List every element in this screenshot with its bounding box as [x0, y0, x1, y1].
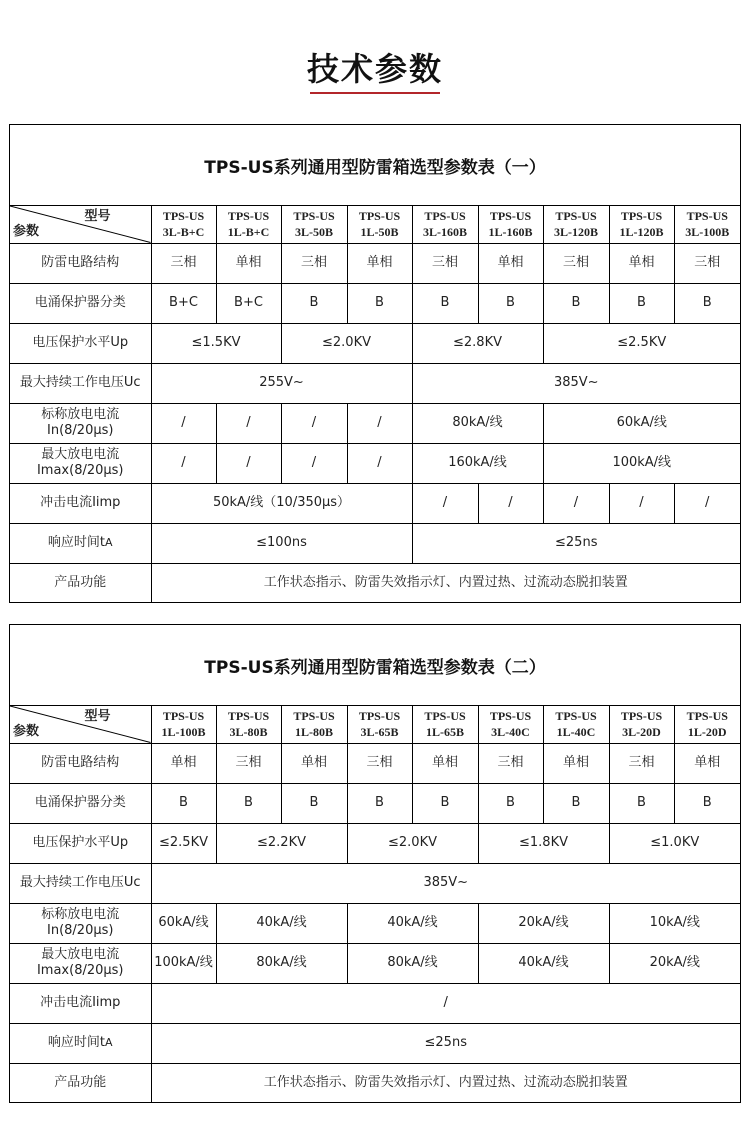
value-cell: B — [478, 283, 543, 323]
value-cell: B+C — [216, 283, 281, 323]
param-label: 防雷电路结构 — [10, 743, 151, 783]
param-label: 产品功能 — [10, 1063, 151, 1102]
value-cell: ≤1.5KV — [151, 323, 281, 363]
model-cell: TPS-US 1L-65B — [412, 706, 478, 743]
model-cell: TPS-US 3L-80B — [216, 706, 281, 743]
model-cell: TPS-US 3L-50B — [281, 206, 347, 243]
value-cell: 40kA/线 — [478, 943, 609, 983]
value-cell: 20kA/线 — [478, 903, 609, 943]
category-row — [10, 783, 740, 823]
value-cell: 单相 — [216, 243, 281, 283]
param-label: 冲击电流Iimp — [10, 483, 151, 523]
value-cell: 80kA/线 — [347, 943, 478, 983]
value-cell: ≤2.2KV — [216, 823, 347, 863]
value-cell: ≤25ns — [151, 1023, 740, 1063]
value-cell: 单相 — [412, 743, 478, 783]
model-cell: TPS-US 1L-100B — [151, 706, 216, 743]
value-cell: B — [543, 783, 609, 823]
value-cell: ≤2.8KV — [412, 323, 543, 363]
value-cell: B — [412, 783, 478, 823]
value-cell: / — [347, 443, 412, 483]
in-row — [10, 403, 740, 443]
value-cell: 20kA/线 — [609, 943, 740, 983]
value-cell: ≤100ns — [151, 523, 412, 563]
param-label: 响应时间tA — [10, 523, 151, 563]
value-cell: 160kA/线 — [412, 443, 543, 483]
model-cell: TPS-US 3L-20D — [609, 706, 674, 743]
value-cell: B — [347, 283, 412, 323]
value-cell: / — [151, 403, 216, 443]
value-cell: / — [281, 443, 347, 483]
value-cell: ≤2.0KV — [347, 823, 478, 863]
value-cell: B — [609, 283, 674, 323]
spec-table-1 — [9, 124, 741, 603]
value-cell: 工作状态指示、防雷失效指示灯、内置过热、过流动态脱扣装置 — [151, 1063, 740, 1102]
value-cell: / — [347, 403, 412, 443]
value-cell: / — [151, 983, 740, 1023]
value-cell: 100kA/线 — [151, 943, 216, 983]
in-row — [10, 903, 740, 943]
param-label: 最大持续工作电压Uc — [10, 363, 151, 403]
value-cell: 385V~ — [151, 863, 740, 903]
model-cell: TPS-US 3L-65B — [347, 706, 412, 743]
value-cell: 单相 — [478, 243, 543, 283]
header-diagonal-cell — [10, 206, 151, 243]
value-cell: B — [347, 783, 412, 823]
param-label: 标称放电电流 In(8/20μs) — [10, 903, 151, 943]
value-cell: 三相 — [347, 743, 412, 783]
param-label: 最大持续工作电压Uc — [10, 863, 151, 903]
up-row — [10, 323, 740, 363]
model-cell: TPS-US 1L-40C — [543, 706, 609, 743]
value-cell: ≤2.0KV — [281, 323, 412, 363]
model-cell: TPS-US 1L-20D — [674, 706, 740, 743]
value-cell: ≤1.8KV — [478, 823, 609, 863]
table-1-title: TPS-US系列通用型防雷箱选型参数表（一） — [10, 125, 740, 206]
value-cell: 50kA/线（10/350μs） — [151, 483, 412, 523]
value-cell: / — [216, 443, 281, 483]
value-cell: 工作状态指示、防雷失效指示灯、内置过热、过流动态脱扣装置 — [151, 563, 740, 602]
value-cell: 255V~ — [151, 363, 412, 403]
value-cell: / — [674, 483, 740, 523]
value-cell: / — [216, 403, 281, 443]
param-label: 电涌保护器分类 — [10, 283, 151, 323]
value-cell: B — [281, 783, 347, 823]
structure-row — [10, 743, 740, 783]
value-cell: 三相 — [543, 243, 609, 283]
value-cell: ≤25ns — [412, 523, 740, 563]
param-label: 产品功能 — [10, 563, 151, 602]
value-cell: 100kA/线 — [543, 443, 740, 483]
value-cell: 单相 — [347, 243, 412, 283]
value-cell: 三相 — [281, 243, 347, 283]
model-cell: TPS-US 3L-160B — [412, 206, 478, 243]
value-cell: 单相 — [543, 743, 609, 783]
value-cell: 三相 — [609, 743, 674, 783]
model-cell: TPS-US 1L-50B — [347, 206, 412, 243]
param-label: 冲击电流Iimp — [10, 983, 151, 1023]
imax-row — [10, 943, 740, 983]
value-cell: 10kA/线 — [609, 903, 740, 943]
value-cell: 三相 — [478, 743, 543, 783]
value-cell: 单相 — [674, 743, 740, 783]
model-cell: TPS-US 3L-40C — [478, 706, 543, 743]
table-2-grid — [10, 706, 740, 1102]
param-label: 电压保护水平Up — [10, 323, 151, 363]
value-cell: B — [216, 783, 281, 823]
value-cell: B — [543, 283, 609, 323]
value-cell: B+C — [151, 283, 216, 323]
value-cell: / — [151, 443, 216, 483]
value-cell: B — [674, 283, 740, 323]
param-label: 电涌保护器分类 — [10, 783, 151, 823]
model-row — [10, 206, 740, 243]
value-cell: 60kA/线 — [151, 903, 216, 943]
imax-row — [10, 443, 740, 483]
value-cell: B — [412, 283, 478, 323]
value-cell: 385V~ — [412, 363, 740, 403]
ta-row — [10, 523, 740, 563]
value-cell: B — [478, 783, 543, 823]
param-label: 标称放电电流 In(8/20μs) — [10, 403, 151, 443]
param-label: 响应时间tA — [10, 1023, 151, 1063]
header-param-label: 参数 — [13, 223, 40, 239]
value-cell: / — [281, 403, 347, 443]
header-param-label: 参数 — [13, 723, 40, 739]
value-cell: B — [281, 283, 347, 323]
model-cell: TPS-US 1L-160B — [478, 206, 543, 243]
header-model-label: 型号 — [84, 209, 111, 224]
value-cell: 80kA/线 — [412, 403, 543, 443]
param-label: 最大放电电流 Imax(8/20μs) — [10, 443, 151, 483]
value-cell: 三相 — [216, 743, 281, 783]
param-label: 电压保护水平Up — [10, 823, 151, 863]
table-1-grid — [10, 206, 740, 602]
model-cell: TPS-US 1L-B+C — [216, 206, 281, 243]
value-cell: / — [609, 483, 674, 523]
param-label: 防雷电路结构 — [10, 243, 151, 283]
up-row — [10, 823, 740, 863]
value-cell: 40kA/线 — [216, 903, 347, 943]
function-row — [10, 1063, 740, 1102]
value-cell: 单相 — [151, 743, 216, 783]
value-cell: B — [609, 783, 674, 823]
title-underline — [310, 92, 440, 94]
spec-table-2 — [9, 624, 741, 1103]
value-cell: / — [412, 483, 478, 523]
model-row — [10, 706, 740, 743]
value-cell: ≤1.0KV — [609, 823, 740, 863]
function-row — [10, 563, 740, 602]
model-cell: TPS-US 3L-100B — [674, 206, 740, 243]
value-cell: 80kA/线 — [216, 943, 347, 983]
table-2-title: TPS-US系列通用型防雷箱选型参数表（二） — [10, 625, 740, 706]
header-diagonal-cell — [10, 706, 151, 743]
iimp-row — [10, 983, 740, 1023]
value-cell: / — [478, 483, 543, 523]
value-cell: 60kA/线 — [543, 403, 740, 443]
value-cell: 三相 — [674, 243, 740, 283]
page-title: 技术参数 — [306, 50, 443, 88]
value-cell: B — [674, 783, 740, 823]
ta-row — [10, 1023, 740, 1063]
value-cell: / — [543, 483, 609, 523]
param-label: 最大放电电流 Imax(8/20μs) — [10, 943, 151, 983]
category-row — [10, 283, 740, 323]
uc-row — [10, 363, 740, 403]
value-cell: ≤2.5KV — [543, 323, 740, 363]
iimp-row — [10, 483, 740, 523]
model-cell: TPS-US 3L-120B — [543, 206, 609, 243]
header-model-label: 型号 — [84, 709, 111, 724]
value-cell: B — [151, 783, 216, 823]
model-cell: TPS-US 1L-80B — [281, 706, 347, 743]
value-cell: 三相 — [151, 243, 216, 283]
value-cell: ≤2.5KV — [151, 823, 216, 863]
model-cell: TPS-US 3L-B+C — [151, 206, 216, 243]
uc-row — [10, 863, 740, 903]
value-cell: 三相 — [412, 243, 478, 283]
structure-row — [10, 243, 740, 283]
value-cell: 40kA/线 — [347, 903, 478, 943]
value-cell: 单相 — [609, 243, 674, 283]
value-cell: 单相 — [281, 743, 347, 783]
model-cell: TPS-US 1L-120B — [609, 206, 674, 243]
